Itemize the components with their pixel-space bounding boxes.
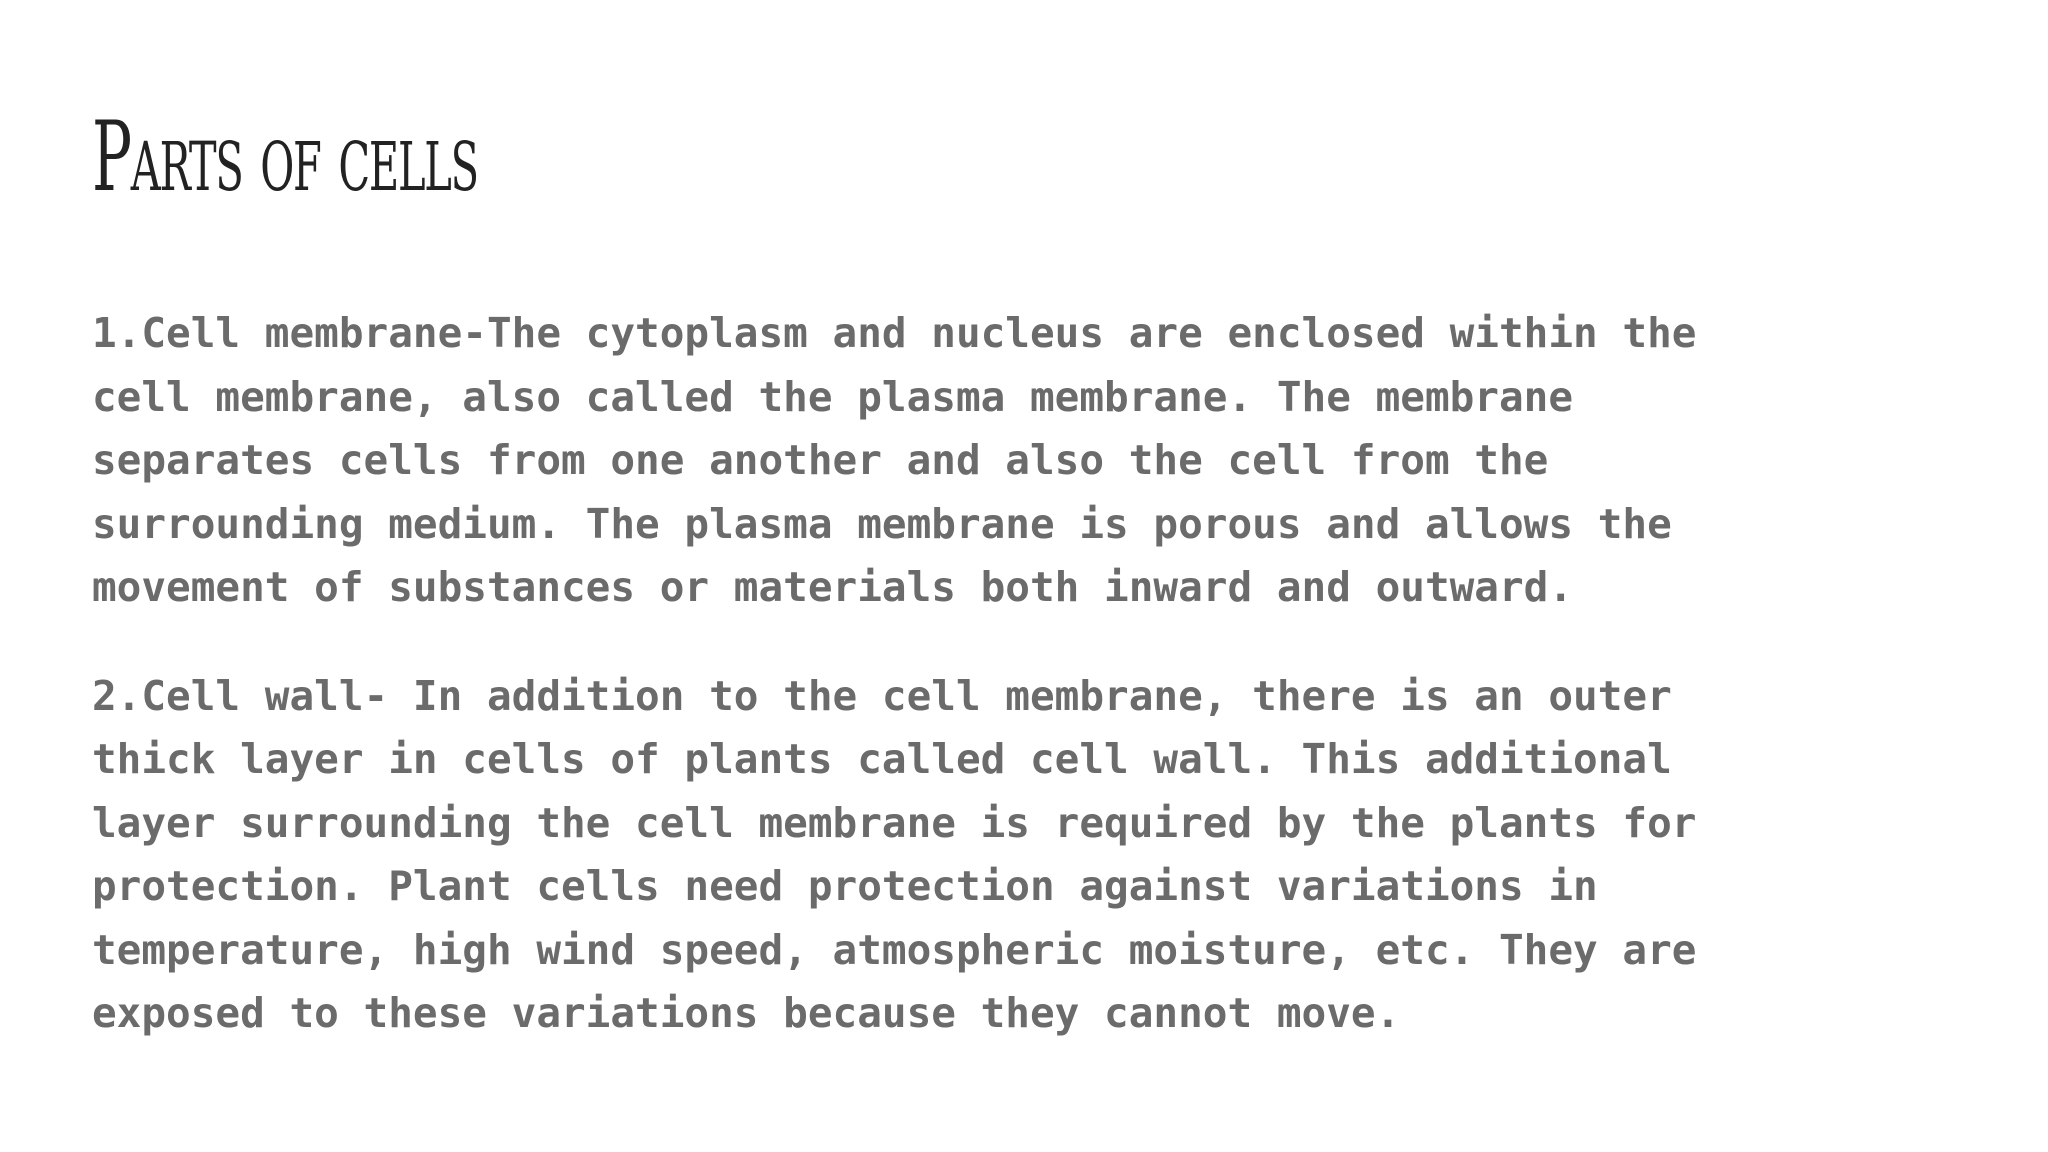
- paragraph-cell-membrane: 1.Cell membrane-The cytoplasm and nucleus are enclosed within the cell membrane, also called the plasma membrane. The membrane separates cells from one another and also the cell from the surrounding medium. The plasma membrane is porous and allows the movement of substances or materials both inward and outward.: [92, 309, 1697, 611]
- slide-body: [92, 302, 1972, 1046]
- slide-title: Parts of cells: [92, 101, 478, 213]
- paragraph-cell-wall: 2.Cell wall- In addition to the cell membrane, there is an outer thick layer in cells of plants called cell wall. This additional layer surrounding the cell membrane is required by the plants for protection. Plant cells need protection against variations in temperature, high wind speed, atmospheric moisture, etc. They are exposed to these variations because they cannot move.: [92, 671, 1697, 1037]
